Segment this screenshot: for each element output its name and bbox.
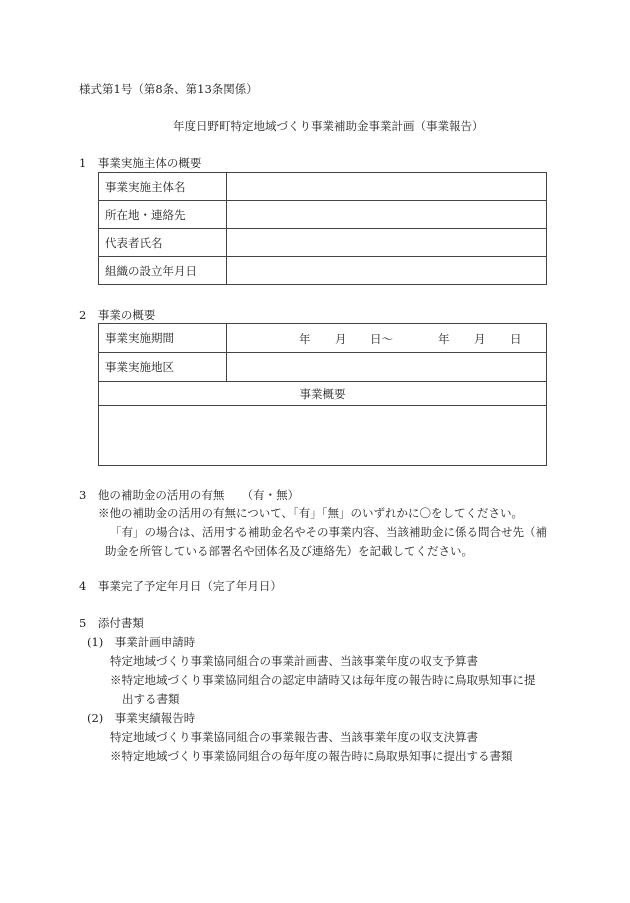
period-field[interactable]	[227, 324, 547, 353]
section3-note: ※他の補助金の活用の有無について、「有」「無」のいずれかに〇をしてください。	[98, 506, 524, 520]
representative-field[interactable]	[227, 229, 547, 257]
section3-instruction: 「有」の場合は、活用する補助金名やその事業内容、当該補助金に係る問合せ先（補	[110, 525, 547, 539]
section5-heading: 5 添付書類	[79, 616, 144, 630]
row-label: 組織の設立年月日	[99, 257, 227, 285]
period-year-start: 年	[299, 332, 311, 346]
section3-heading: 3 他の補助金の活用の有無 （有・無）	[79, 488, 300, 502]
area-label: 事業実施地区	[99, 353, 227, 382]
row-label: 代表者氏名	[99, 229, 227, 257]
table-row	[99, 201, 547, 229]
attachment-2-docs: 特定地域づくり事業協同組合の事業報告書、当該事業年度の収支決算書	[110, 730, 478, 744]
section4-heading: 4 事業完了予定年月日（完了年月日）	[79, 579, 282, 593]
org-overview-table	[98, 172, 547, 285]
section3-instruction-cont: 助金を所管している部署名や団体名及び連絡先）を記載してください。	[105, 544, 473, 558]
summary-header: 事業概要	[99, 382, 547, 406]
attachment-1-docs: 特定地域づくり事業協同組合の事業計画書、当該事業年度の収支予算書	[110, 654, 478, 668]
page-title: 年度日野町特定地域づくり事業補助金事業計画（事業報告）	[173, 119, 484, 133]
section1-heading: 1 事業実施主体の概要	[79, 156, 202, 170]
period-month-end: 月	[474, 332, 486, 346]
row-label: 事業実施主体名	[99, 173, 227, 201]
table-row	[99, 257, 547, 285]
period-year-end: 年	[438, 332, 450, 346]
section2-heading: 2 事業の概要	[79, 308, 156, 322]
attachment-1-note: ※特定地域づくり事業協同組合の認定申請時又は毎年度の報告時に鳥取県知事に提	[110, 673, 536, 687]
org-name-field[interactable]	[227, 173, 547, 201]
period-day-start: 日～	[370, 332, 393, 346]
period-month-start: 月	[335, 332, 347, 346]
attachment-2-note: ※特定地域づくり事業協同組合の毎年度の報告時に鳥取県知事に提出する書類	[110, 749, 513, 763]
table-row	[99, 229, 547, 257]
table-row	[99, 324, 547, 353]
attachment-1-note-cont: 出する書類	[122, 692, 180, 706]
row-label: 所在地・連絡先	[99, 201, 227, 229]
summary-field[interactable]	[99, 406, 547, 466]
period-label: 事業実施期間	[99, 324, 227, 353]
attachment-1-label: (1) 事業計画申請時	[87, 635, 196, 649]
form-id: 様式第1号（第8条、第13条関係）	[79, 82, 258, 96]
table-row	[99, 173, 547, 201]
established-date-field[interactable]	[227, 257, 547, 285]
period-day-end: 日	[510, 332, 522, 346]
address-contact-field[interactable]	[227, 201, 547, 229]
table-row	[99, 382, 547, 406]
area-field[interactable]	[227, 353, 547, 382]
table-row	[99, 406, 547, 466]
project-overview-table	[98, 323, 547, 466]
table-row	[99, 353, 547, 382]
attachment-2-label: (2) 事業実績報告時	[87, 711, 196, 725]
